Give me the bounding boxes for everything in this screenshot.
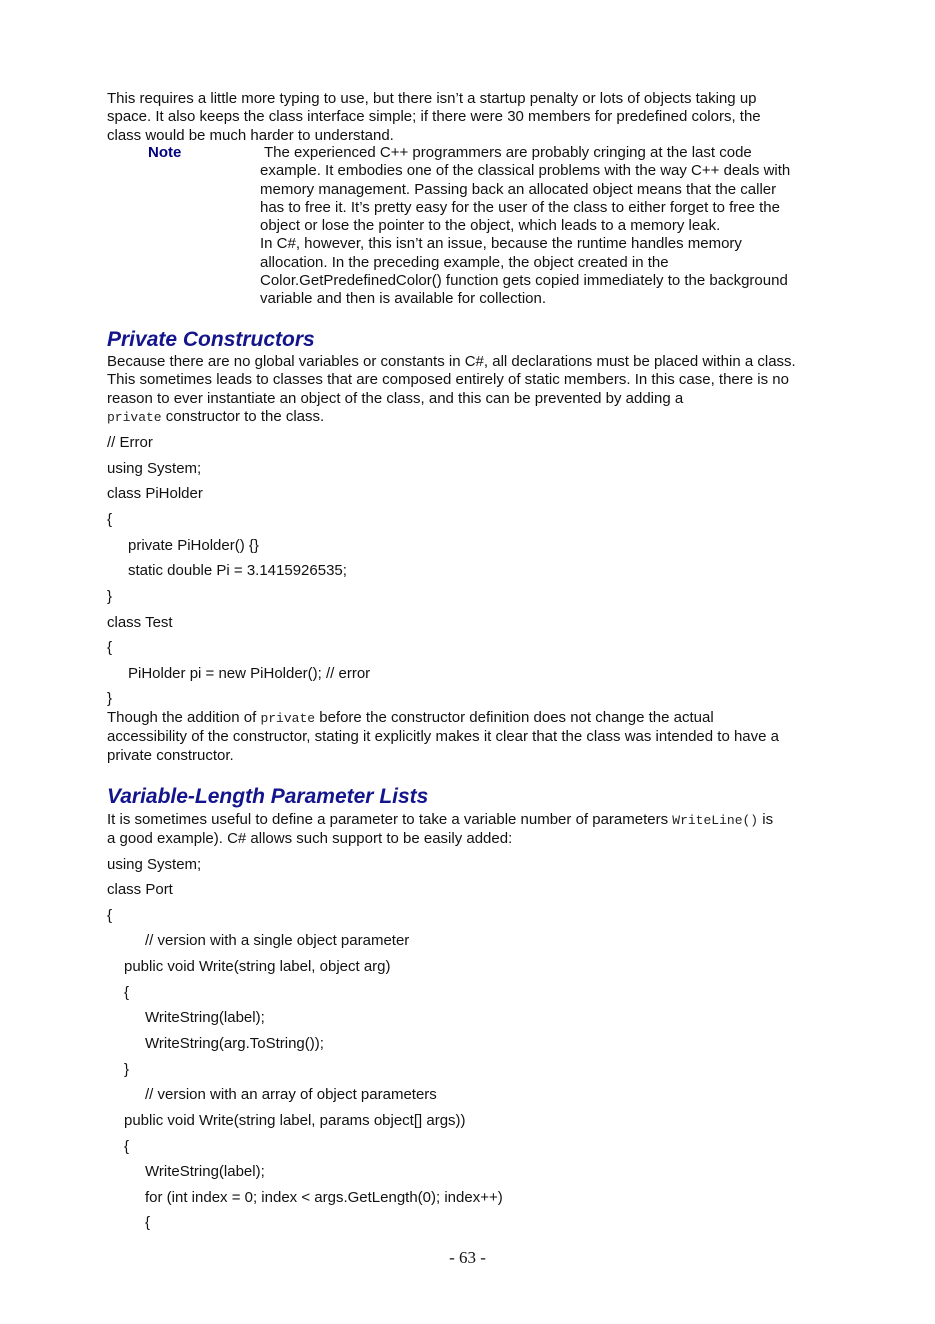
note-line: Color.GetPredefinedColor() function gets copied immediately to the background [260, 272, 788, 290]
code-line: PiHolder pi = new PiHolder(); // error [128, 665, 371, 682]
section1-line: Because there are no global variables or constants in C#, all declarations must be placed within a class. [107, 353, 796, 370]
code-line: { [124, 1138, 130, 1155]
inline-code-writeline: WriteLine() [672, 813, 759, 828]
code-line: // version with a single object parameter [145, 932, 410, 949]
section1-after-paragraph [107, 709, 779, 765]
after-post: before the constructor definition does not change the actual [315, 709, 714, 726]
intro-line: class would be much harder to understand. [107, 126, 394, 144]
note-line: example. It embodies one of the classical problems with the way C++ deals with [260, 162, 791, 180]
note-line: has to free it. It’s pretty easy for the user of the class to either forget to free the [260, 198, 780, 216]
code-line: } [107, 588, 113, 605]
inline-code-private: private [260, 711, 316, 726]
note-line: allocation. In the preceding example, the object created in the [260, 253, 669, 271]
section1-line-last [107, 408, 796, 427]
section2-pre: It is sometimes useful to define a parameter to take a variable number of parameters [107, 811, 673, 828]
code-line: } [107, 690, 113, 707]
code-line: { [107, 907, 113, 924]
code-line: class PiHolder [107, 485, 203, 502]
code-line: public void Write(string label, object arg) [124, 958, 391, 975]
note-line: object or lose the pointer to the object, which leads to a memory leak. [260, 217, 721, 235]
note-line: memory management. Passing back an allocated object means that the caller [260, 180, 777, 198]
intro-line: space. It also keeps the class interface simple; if there were 30 members for predefined colors, the [107, 108, 761, 126]
note-body [260, 144, 790, 309]
after-line: private constructor. [107, 746, 234, 764]
code-line: { [107, 639, 113, 656]
code-line: WriteString(arg.ToString()); [145, 1035, 324, 1052]
code-line: using System; [107, 460, 202, 477]
intro-line: This requires a little more typing to use, but there isn’t a startup penalty or lots of objects taking up [107, 90, 757, 107]
section1-paragraph [107, 353, 796, 427]
section2-post: is [758, 811, 774, 828]
code-line: { [145, 1214, 151, 1231]
after-line: accessibility of the constructor, stating it explicitly makes it clear that the class was intended to have a [107, 728, 779, 746]
section-heading-variable-length-parameter-lists: Variable-Length Parameter Lists [107, 785, 429, 808]
code-line: class Test [107, 614, 173, 631]
code-line: public void Write(string label, params object[] args)) [124, 1112, 466, 1129]
page-number: - 63 - [449, 1248, 486, 1267]
code-line: static double Pi = 3.1415926535; [128, 562, 347, 579]
code-line: using System; [107, 856, 202, 873]
note-label: Note [148, 144, 182, 161]
code-line: { [107, 511, 113, 528]
code-line: for (int index = 0; index < args.GetLength(0); index++) [145, 1189, 503, 1206]
code-line: // version with an array of object parameters [145, 1086, 437, 1103]
inline-code-private: private [107, 409, 162, 425]
section1-line: This sometimes leads to classes that are composed entirely of static members. In this case, there is no [107, 371, 789, 389]
note-line: variable and then is available for collection. [260, 290, 547, 308]
intro-paragraph [107, 90, 761, 145]
code-line: { [124, 984, 130, 1001]
code-line: class Port [107, 881, 173, 898]
after-line-first [107, 709, 779, 728]
section-heading-private-constructors: Private Constructors [107, 328, 315, 351]
section2-line-first [107, 811, 773, 830]
section1-tail: constructor to the class. [161, 407, 325, 425]
section2-line: a good example). C# allows such support to be easily added: [107, 830, 513, 848]
code-line: private PiHolder() {} [128, 537, 259, 554]
code-line: } [124, 1061, 130, 1078]
code-line: WriteString(label); [145, 1163, 265, 1180]
note-line: The experienced C++ programmers are probably cringing at the last code [264, 144, 752, 161]
section1-line: reason to ever instantiate an object of the class, and this can be prevented by adding a [107, 389, 684, 407]
code-line: WriteString(label); [145, 1009, 265, 1026]
after-pre: Though the addition of [107, 709, 261, 726]
note-line: In C#, however, this isn’t an issue, because the runtime handles memory [260, 235, 742, 253]
code-line: // Error [107, 434, 153, 451]
section2-paragraph [107, 811, 773, 849]
